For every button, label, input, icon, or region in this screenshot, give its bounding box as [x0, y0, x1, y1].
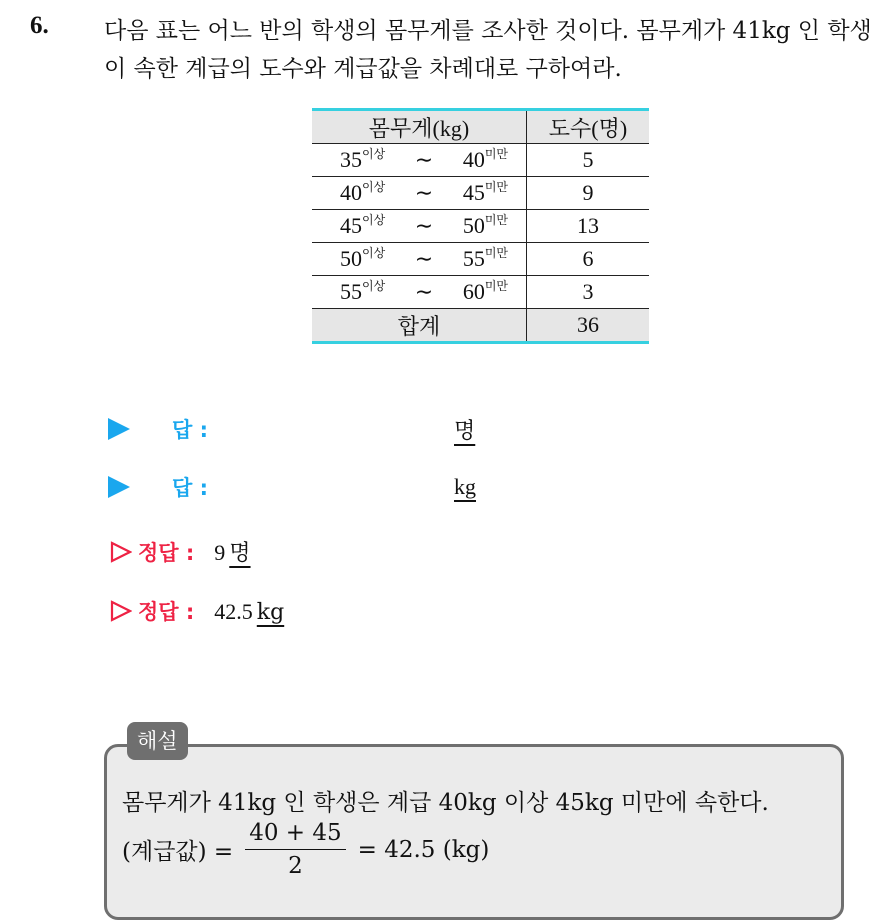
answer-blank-unit[interactable]: 명: [454, 417, 476, 443]
range-to: 55: [462, 246, 485, 271]
play-triangle-icon: [108, 476, 130, 498]
answer-blank-unit[interactable]: kg: [454, 474, 476, 499]
total-label: 합계: [312, 309, 527, 343]
class-count: 9: [527, 177, 650, 210]
range-tilde: ∼: [414, 279, 434, 304]
class-range: [312, 144, 527, 177]
range-to: 60: [462, 279, 485, 304]
correct-value: 9: [214, 540, 226, 565]
play-triangle-icon: [108, 418, 130, 440]
range-tilde: ∼: [414, 246, 434, 271]
correct-answer-row: [110, 596, 284, 626]
header-weight: 몸무게(kg): [312, 110, 527, 144]
class-range: [312, 210, 527, 243]
range-from: 35: [340, 147, 362, 172]
range-to-sup: 미만: [484, 180, 508, 194]
range-to-sup: 미만: [484, 279, 508, 293]
class-range: [312, 177, 527, 210]
explanation-tag: 해설: [127, 722, 188, 760]
table-row: [312, 210, 649, 243]
range-to-sup: 미만: [484, 213, 508, 227]
answer-label: 답 :: [172, 418, 208, 442]
explanation-line: 몸무게가 41kg 인 학생은 계급 40kg 이상 45kg 미만에 속한다.: [122, 790, 769, 816]
range-from-sup: 이상: [362, 279, 386, 293]
formula-rhs: = 42.5 (kg): [357, 836, 490, 863]
range-to: 50: [462, 213, 485, 238]
table-header-row: [312, 110, 649, 144]
range-from-sup: 이상: [362, 213, 386, 227]
range-from-sup: 이상: [362, 246, 386, 260]
range-from: 50: [340, 246, 362, 271]
table-row: [312, 144, 649, 177]
class-range: [312, 243, 527, 276]
class-range: [312, 276, 527, 309]
fraction-numerator: 40 + 45: [245, 820, 345, 850]
range-from: 40: [340, 180, 362, 205]
outline-triangle-icon: [110, 600, 132, 622]
correct-answer-row: [110, 536, 251, 567]
formula-lhs: (계급값) =: [122, 839, 234, 865]
explanation-formula: [122, 820, 489, 879]
table-row: [312, 177, 649, 210]
correct-label: 정답 :: [138, 600, 195, 624]
question-number: 6.: [30, 12, 49, 39]
range-to-sup: 미만: [484, 246, 508, 260]
range-tilde: ∼: [414, 147, 434, 172]
class-count: 6: [527, 243, 650, 276]
table-total-row: [312, 309, 649, 343]
answer-label: 답 :: [172, 476, 208, 500]
range-to: 40: [462, 147, 485, 172]
frequency-table: [312, 108, 649, 344]
total-value: 36: [527, 309, 650, 343]
question-text: 다음 표는 어느 반의 학생의 몸무게를 조사한 것이다. 몸무게가 41kg 인 학생이 속한 계급의 도수와 계급값을 차례대로 구하여라.: [104, 18, 872, 82]
outline-triangle-icon: [110, 541, 132, 563]
fraction-denominator: 2: [288, 853, 303, 879]
range-from-sup: 이상: [362, 180, 386, 194]
table-row: [312, 276, 649, 309]
table-row: [312, 243, 649, 276]
fraction: [245, 820, 345, 879]
range-to-sup: 미만: [484, 147, 508, 161]
correct-unit: 명: [229, 541, 251, 566]
range-from-sup: 이상: [362, 147, 386, 161]
class-count: 5: [527, 144, 650, 177]
class-count: 13: [527, 210, 650, 243]
class-count: 3: [527, 276, 650, 309]
answer-row-count: [108, 417, 476, 443]
answer-row-class-value: [108, 474, 476, 500]
range-from: 55: [340, 279, 362, 304]
correct-label: 정답 :: [138, 541, 195, 565]
range-tilde: ∼: [414, 180, 434, 205]
correct-value: 42.5: [214, 599, 253, 624]
range-tilde: ∼: [414, 213, 434, 238]
range-from: 45: [340, 213, 362, 238]
header-count: 도수(명): [527, 110, 650, 144]
correct-unit: kg: [256, 600, 285, 625]
range-to: 45: [462, 180, 485, 205]
